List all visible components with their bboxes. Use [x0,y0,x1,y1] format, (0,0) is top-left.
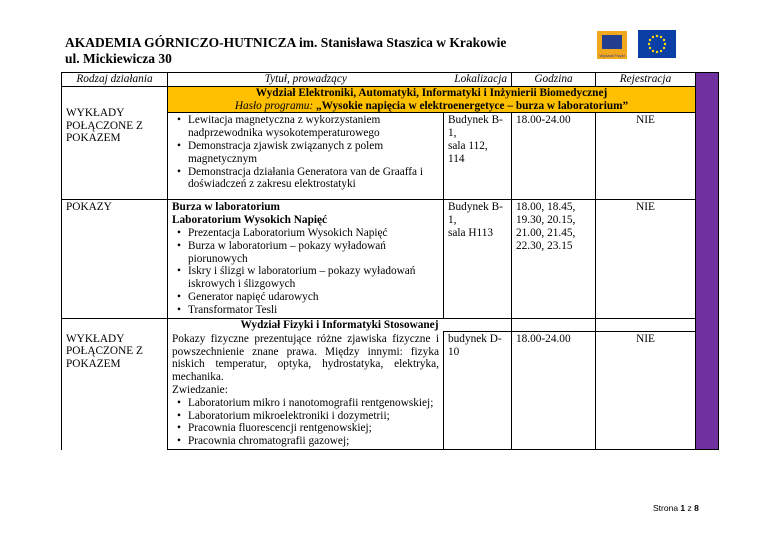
event-intro: Pokazy fizyczne prezentujące różne zjawiska fizyczne i powszechnienie znane prawa. Między innymi: fizyka niskich temperatur, optyka, hydrostatyka, elektryka, mechanika. [172,332,439,384]
list-item: • Demonstracja działania Generatora van de Graaffa i doświadczeń z zakresu elektrostatyki [188,166,439,192]
event-registration: NIE [596,113,696,200]
event-description [168,332,444,450]
header-institution: AKADEMIA GÓRNICZO-HUTNICZA im. Stanisława Staszica w Krakowie [65,35,507,50]
list-item: • Lewitacja magnetyczna z wykorzystaniem nadprzewodnika wysokotemperaturowego [188,114,439,140]
list-item: • Laboratorium mikroelektroniki i dozymetrii; [188,410,439,423]
column-header-row [62,73,719,87]
event-location: Budynek B-1, sala H113 [444,200,512,318]
agh-logo-text: Wydział Fizyki [599,53,625,58]
event-location: Budynek B-1, sala 112, 114 [444,113,512,200]
section-motto: Hasło programu: „Wysokie napięcia w elektroenergetyce – burza w laboratorium” [234,99,629,112]
event-type-cell: WYKŁADY POŁĄCZONE Z POKAZEM [62,318,168,449]
side-category-label: FIZYKA I ASTRONOMIA [761,252,773,359]
col-header-time: Godzina [512,73,596,87]
side-category-bar [696,73,773,450]
col-header-type: Rodzaj działania [62,73,168,87]
list-item: • Prezentacja Laboratorium Wysokich Napięć [188,227,439,240]
list-item: • Burza w laboratorium – pokazy wyładowań piorunowych [188,240,439,266]
events-table [61,72,773,450]
col-header-title: Tytuł, prowadzący [168,73,444,87]
event-time: 18.00-24.00 [512,332,596,450]
list-item: • Pracownia fluorescencji rentgenowskiej; [188,422,439,435]
page-number: Strona 1 z 8 [653,503,699,513]
event-description [168,113,444,200]
table-row [62,86,719,113]
list-item: • Generator napięć udarowych [188,291,439,304]
table-row [62,318,719,332]
eu-flag-logo [638,30,676,58]
section-title: Wydział Elektroniki, Automatyki, Informatyki i Inżynierii Biomedycznej [255,86,608,99]
event-title: Burza w laboratorium [172,201,280,214]
event-type-cell: POKAZY [62,200,168,318]
event-registration: NIE [596,332,696,450]
event-registration: NIE [596,200,696,318]
col-header-registration: Rejestracja [596,73,696,87]
event-location: budynek D-10 [444,332,512,450]
list-item: • Transformator Tesli [188,304,439,317]
event-type-cell: WYKŁADY POŁĄCZONE Z POKAZEM [62,86,168,200]
table-row [62,200,719,318]
list-item: • Laboratorium mikro i nanotomografii rentgenowskiej; [188,397,439,410]
list-item: • Iskry i ślizgi w laboratorium – pokazy wyładowań iskrowych i ślizgowych [188,265,439,291]
agh-logo [597,31,627,59]
header-address: ul. Mickiewicza 30 [65,51,172,66]
list-item: • Demonstracja zjawisk związanych z polem magnetycznym [188,140,439,166]
list-item: • Pracownia chromatografii gazowej; [188,435,439,448]
event-subtitle: Laboratorium Wysokich Napięć [172,214,328,227]
visit-label: Zwiedzanie: [172,384,228,397]
event-description [168,200,444,318]
col-header-location: Lokalizacja [444,73,512,87]
section-header-faculty-1 [168,86,696,113]
section-header-faculty-2: Wydział Fizyki i Informatyki Stosowanej [168,318,512,332]
event-time: 18.00-24.00 [512,113,596,200]
document-header [65,35,506,67]
event-time: 18.00, 18.45, 19.30, 20.15, 21.00, 21.45, 22.30, 23.15 [512,200,596,318]
